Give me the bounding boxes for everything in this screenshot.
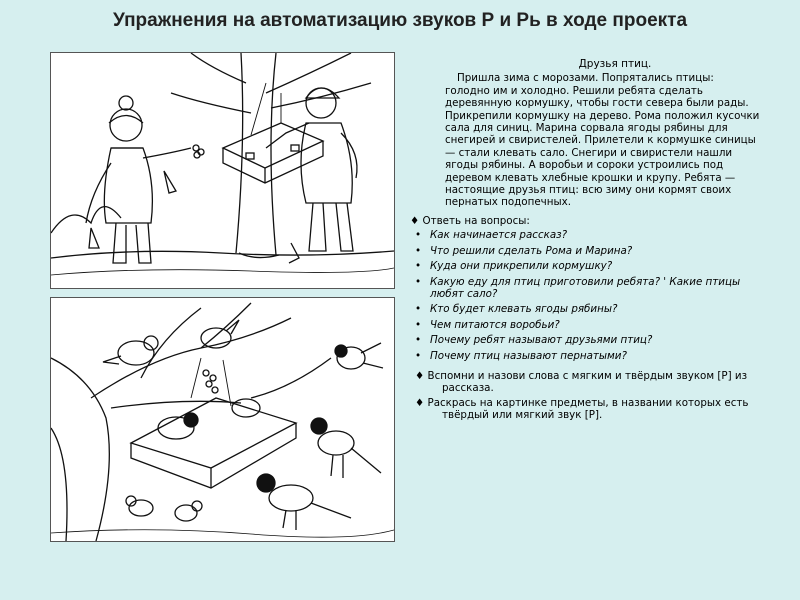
question-item: • Кто будет клевать ягоды рябины? <box>410 303 760 315</box>
task-name-words: ♦ Вспомни и назови слова с мягким и твёрдым звуком [Р] из рассказа. <box>415 369 748 395</box>
question-item: • Куда они прикрепили кормушку? <box>410 260 760 272</box>
children-feeder-illustration <box>50 52 395 289</box>
task-color-picture: ♦ Раскрась на картинке предметы, в названии которых есть твёрдый или мягкий звук [Р]. <box>415 396 749 422</box>
birds-at-feeder-illustration <box>50 297 395 542</box>
question-item: • Как начинается рассказ? <box>410 229 760 241</box>
question-item: • Что решили сделать Рома и Марина? <box>410 245 760 257</box>
story-text: Пришла зима с морозами. Попрятались птицы: голодно им и холодно. Решили ребята сделать деревянную кормушку, чтобы гости севера были рады. Прикрепили кормушку на дерево. Рома положил кусочки сала для синиц. Марина сорвала ягоды рябины для снегирей и свиристелей. Прилетели к кормушке синицы — стали клевать сало. Снегири и свиристели нашли ягоды рябины. А воробьи и сороки устроились под деревом клевать хлебные крошки и крупу. Ребята — настоящие друзья птиц: всю зиму они кормят своих пернатых подопечных. <box>445 72 760 209</box>
question-item: • Почему птиц называют пернатыми? <box>410 350 760 362</box>
question-item: • Почему ребят называют друзьями птиц? <box>410 334 760 346</box>
question-item: • Какую еду для птиц приготовили ребята? ' Какие птицы любят сало? <box>410 276 760 301</box>
questions-heading: ♦ Ответь на вопросы: <box>410 214 530 227</box>
question-item: • Чем питаются воробьи? <box>410 319 760 331</box>
story-title: Друзья птиц. <box>578 58 652 70</box>
page-title: Упражнения на автоматизацию звуков Р и Рь в ходе проекта <box>112 10 688 31</box>
questions-list <box>410 229 760 362</box>
text-column <box>410 58 760 422</box>
